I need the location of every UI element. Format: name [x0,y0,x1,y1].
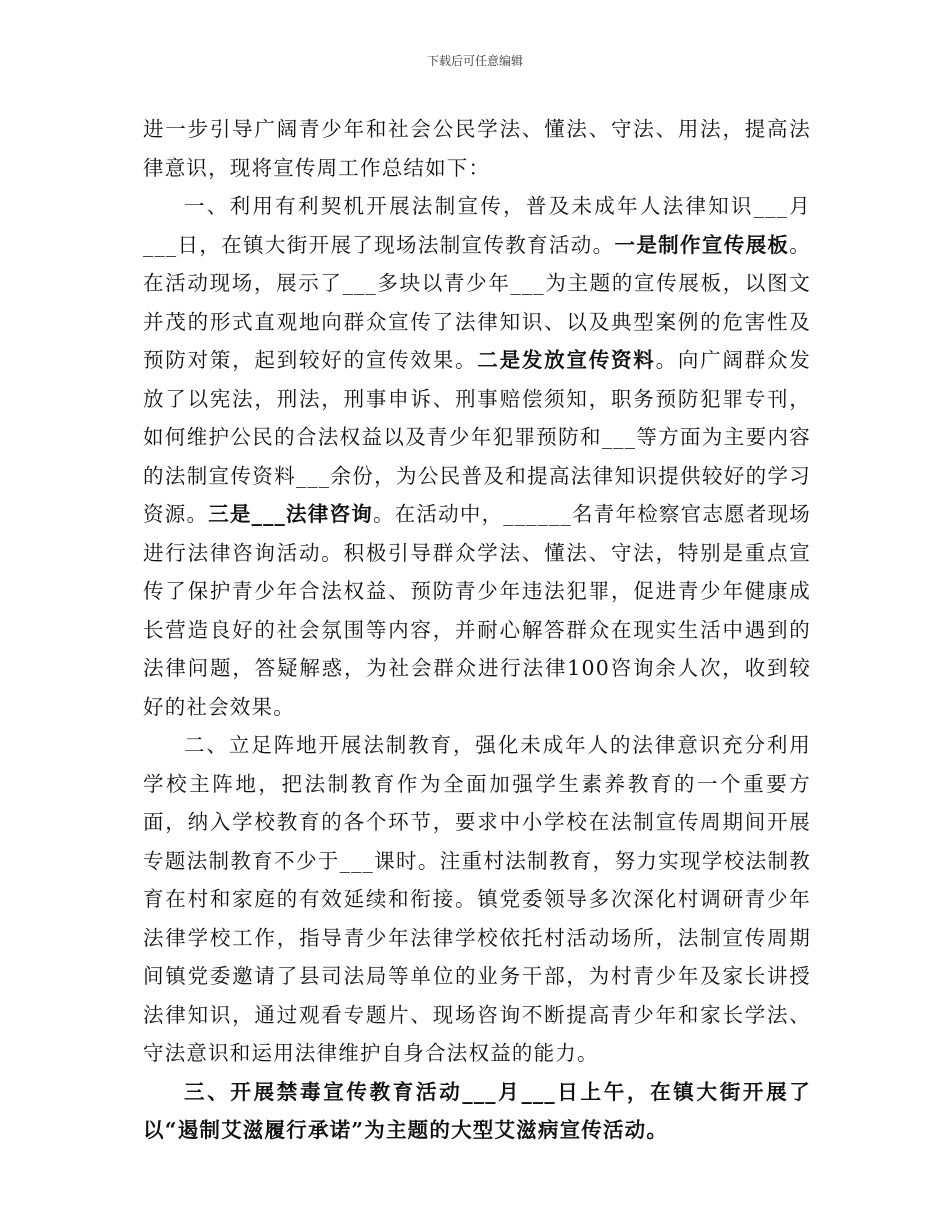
page-header: 下载后可任意编辑 [426,54,523,68]
paragraph-intro [143,110,811,187]
paragraph-text: 三、开展禁毒宣传教育活动___月___日上午，在镇大街开展了以“遏制艾滋履行承诺”为主题的大型艾滋病宣传活动。 [143,1079,811,1142]
paragraph-section-2 [143,726,811,1073]
bold-phrase: 一是制作宣传展板 [614,232,790,257]
paragraph-text: 进一步引导广阔青少年和社会公民学法、懂法、守法、用法，提高法律意识，现将宣传周工作总结如下： [143,117,811,180]
bold-phrase: 三是___法律咨询 [208,502,373,526]
paragraph-section-1 [143,187,811,726]
document-body [143,110,811,1150]
paragraph-text: 。在活动现场，展示了___多块以青少年___为主题的宣传展板，以图文并茂的形式直观地向群众宣传了法律知识、以及典型案例的危害性及预防对策，起到较好的宣传效果。 [143,232,811,372]
paragraph-text: 。向广阔群众发放了以宪法，刑法，刑事申诉、刑事赔偿须知，职务预防犯罪专刊，如何维护公民的合法权益以及青少年犯罪预防和___等方面为主要内容的法制宣传资料___余份，为公民普及和提高法律知识提供较好的学习资源。 [143,348,812,526]
paragraph-text: 。在活动中，______名青年检察官志愿者现场进行法律咨询活动。积极引导群众学法、懂法、守法，特别是重点宣传了保护青少年合法权益、预防青少年违法犯罪，促进青少年健康成长营造良好的社会氛围等内容，并耐心解答群众在现实生活中遇到的法律问题，答疑解惑，为社会群众进行法律100咨询余人次，收到较好的社会效果。 [143,502,811,719]
paragraph-text: 二、立足阵地开展法制教育，强化未成年人的法律意识充分利用学校主阵地，把法制教育作为全面加强学生素养教育的一个重要方面，纳入学校教育的各个环节，要求中小学校在法制宣传周期间开展专题法制教育不少于___课时。注重村法制教育，努力实现学校法制教育在村和家庭的有效延续和衔接。镇党委领导多次深化村调研青少年法律学校工作，指导青少年法律学校依托村活动场所，法制宣传周期间镇党委邀请了县司法局等单位的业务干部，为村青少年及家长讲授法律知识，通过观看专题片、现场咨询不断提高青少年和家长学法、守法意识和运用法律维护自身合法权益的能力。 [143,733,811,1065]
paragraph-section-3 [143,1073,811,1150]
bold-phrase: 二是发放宣传资料 [477,348,656,372]
paragraph-text: 一、利用有利契机开展法制宣传，普及未成年人法律知识___月___日，在镇大街开展了现场法制宣传教育活动。 [143,194,811,257]
